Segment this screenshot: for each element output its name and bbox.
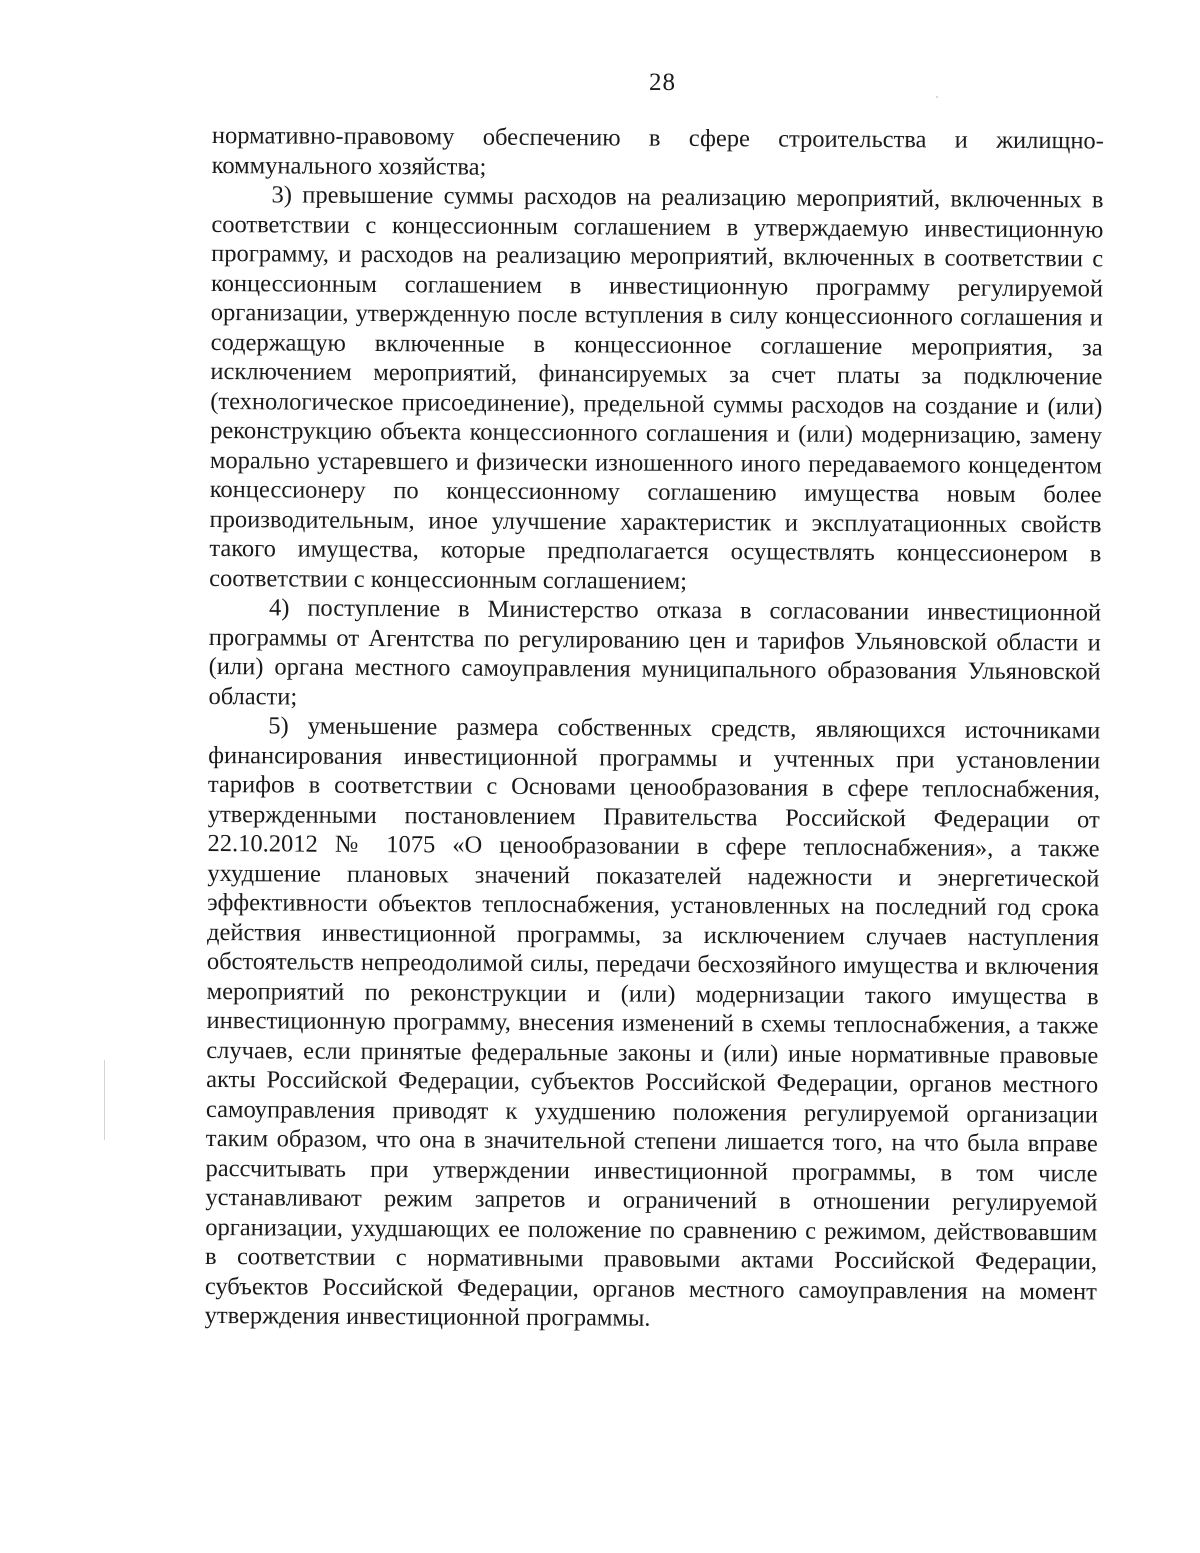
paragraph-continuation: нормативно-правовому обеспечению в сфере строительства и жилищно-коммунального хозяйства; — [211, 121, 1104, 181]
paragraph-item-5: 5) уменьшение размера собственных средств, являющихся источниками финансирования инвестиционной программы и учтенных при установлении тарифов в соответствии с Основами ценообразования в сфере теплоснабжения, утвержденными постановлением Правительства Российской Федерации от 22.10.2012 № 1075 «О ценообразовании в сфере теплоснабжения», а также ухудшение плановых значений показателей надежности и энергетической эффективности объектов теплоснабжения, установленных на последний год срока действия инвестиционной программы, за исключением случаев наступления обстоятельств непреодолимой силы, передачи бесхозяйного имущества и включения мероприятий по реконструкции и (или) модернизации такого имущества в инвестиционную программу, внесения изменений в схемы теплоснабжения, а также случаев, если принятые федеральные законы и (или) иные нормативные правовые акты Российской Федерации, субъектов Российской Федерации, органов местного самоуправления приводят к ухудшению положения регулируемой организации таким образом, что она в значительной степени лишается того, на что была вправе рассчитывать при утверждении инвестиционной программы, в том числе устанавливают режим запретов и ограничений в отношении регулируемой организации, ухудшающих ее положение по сравнению с режимом, действовавшим в соответствии с нормативными правовыми актами Российской Федерации, субъектов Российской Федерации, органов местного самоуправления на момент утверждения инвестиционной программы. — [204, 712, 1101, 1332]
paragraph-item-3: 3) превышение суммы расходов на реализацию мероприятий, включенных в соответствии с концессионным соглашением в утверждаемую инвестиционную программу, и расходов на реализацию мероприятий, включенных в соответствии с концессионным соглашением в инвестиционную программу регулируемой организации, утвержденную после вступления в силу концессионного соглашения и содержащую включенные в концессионное соглашение мероприятия, за исключением мероприятий, финансируемых за счет платы за подключение (технологическое присоединение), предельной суммы расходов на создание и (или) реконструкцию объекта концессионного соглашения и (или) модернизацию, замену морально устаревшего и физически изношенного иного передаваемого концедентом концессионеру по концессионному соглашению имущества новым более производительным, иное улучшение характеристик и эксплуатационных свойств такого имущества, которые предполагается осуществлять концессионером в соответствии с концессионным соглашением; — [209, 181, 1104, 595]
document-body — [205, 121, 1104, 1336]
page-number: 28 — [649, 69, 676, 96]
paragraph-item-4: 4) поступление в Министерство отказа в согласовании инвестиционной программы от Агентства по регулированию цен и тарифов Ульяновской области и (или) органа местного самоуправления муниципального образования Ульяновской области; — [208, 594, 1102, 711]
scan-margin-mark — [104, 1060, 105, 1140]
